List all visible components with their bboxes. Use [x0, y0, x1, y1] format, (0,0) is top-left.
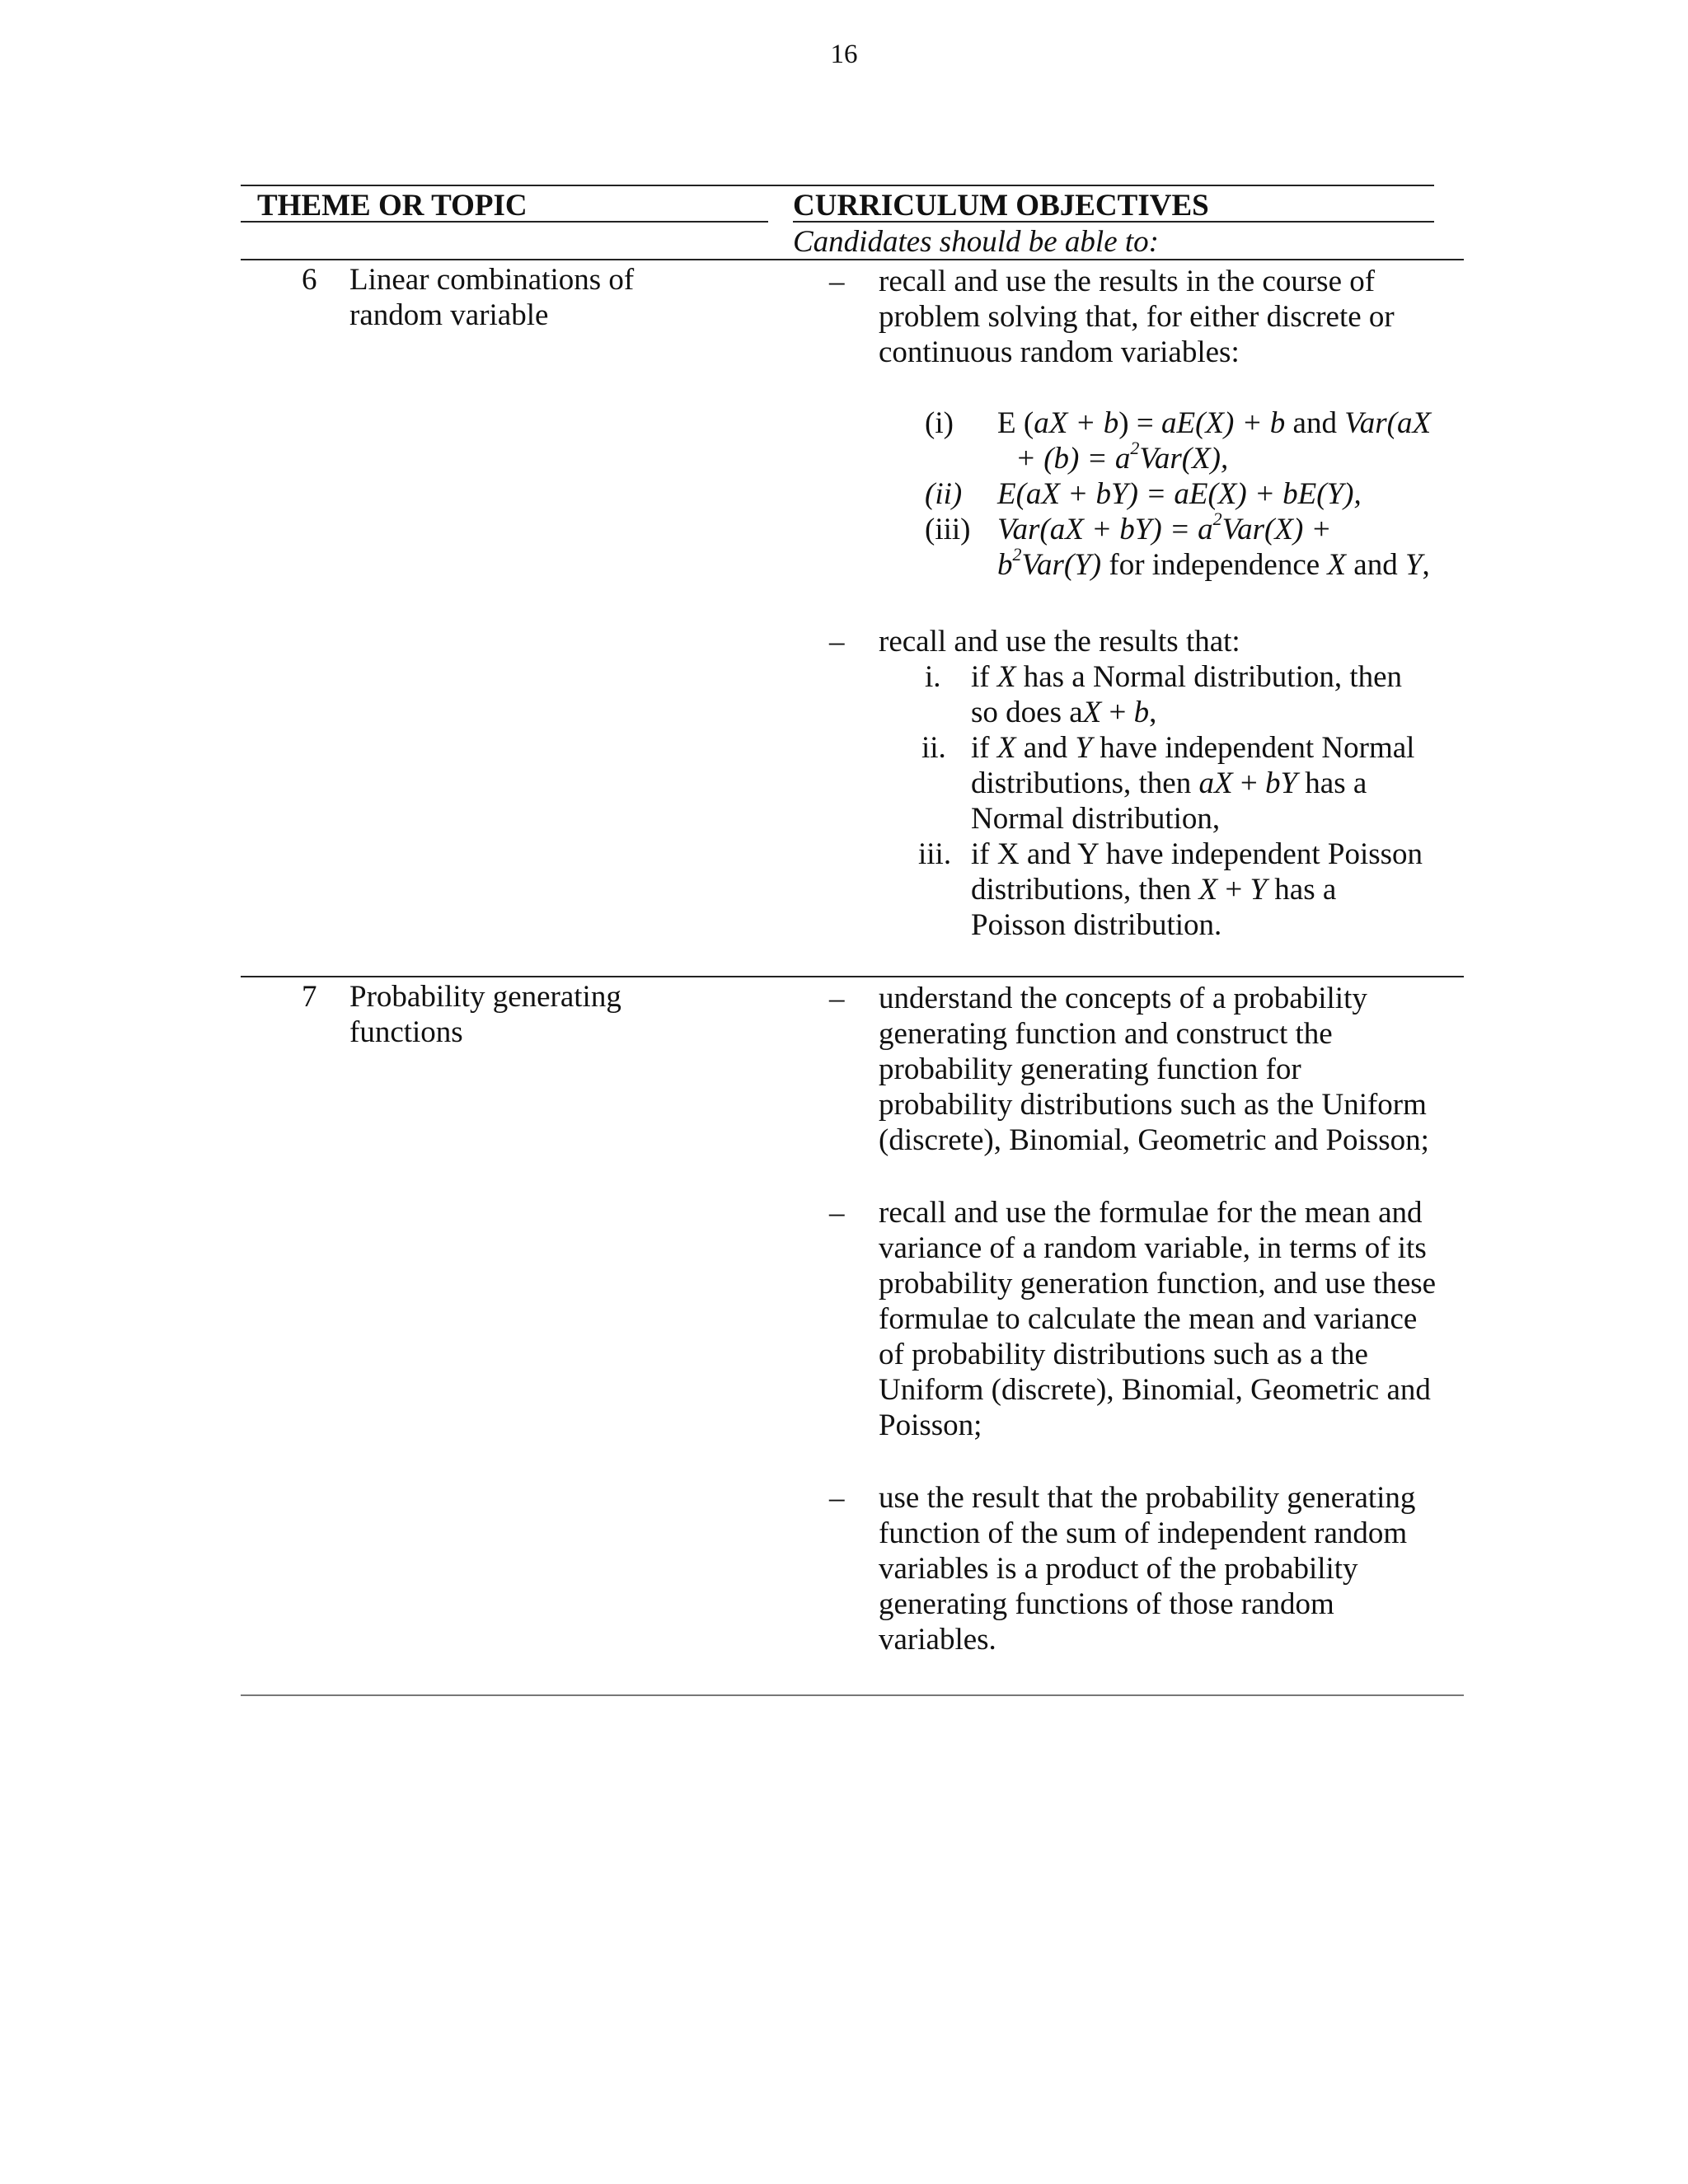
result-iii-label: iii.	[918, 837, 952, 871]
formula-1-line-2: + $(b) = a^2Var(X)$,	[1015, 437, 1229, 476]
topic-7-objective-1-line: probability distributions such as the Uniform	[879, 1088, 1427, 1122]
topic-7-objective-2	[879, 1195, 1436, 1443]
topic-7-objective-2-line: formulae to calculate the mean and variance	[879, 1302, 1418, 1336]
topic-7-objective-2-line: of probability distributions such as a the	[879, 1338, 1368, 1371]
topic-7-objective-2-line: recall and use the formulae for the mean and	[879, 1196, 1423, 1230]
formula-1-line-1: E (aX + b) = aE(X) + b and Var(aX	[997, 406, 1432, 440]
topic-6-objective-1-line: continuous random variables:	[879, 335, 1240, 369]
result-ii-line-1: if X and Y have independent Normal	[971, 731, 1415, 765]
result-i-label: i.	[925, 660, 941, 694]
topic-7-objective-3-line: variables is a product of the probability	[879, 1552, 1358, 1586]
formula-list	[925, 405, 1452, 587]
header-top-rule	[241, 185, 1434, 186]
topic-7-objective-3-line: function of the sum of independent random	[879, 1516, 1408, 1550]
topic-7-objective-1	[879, 981, 1429, 1158]
result-iii-line-2: distributions, then X + Y has a	[971, 873, 1337, 907]
topic-7-objective-3	[879, 1480, 1415, 1657]
topic-6-objective-1-line: problem solving that, for either discrete or	[879, 300, 1395, 334]
topic-6-objective-2-intro: recall and use the results that:	[879, 625, 1240, 658]
formula-2-label: (ii)	[925, 477, 963, 511]
topic-7-objective-3-line: use the result that the probability generating	[879, 1481, 1416, 1515]
topic-6-objective-1-dash: –	[829, 265, 845, 298]
formula-3-line-1: $Var(aX + bY) = a^2Var(X)$ +	[997, 508, 1332, 546]
topic-7-objective-2-dash: –	[829, 1196, 845, 1230]
theme-column-heading: THEME OR TOPIC	[257, 189, 528, 223]
formula-1-label: (i)	[925, 406, 954, 440]
topic-6-objective-2-dash: –	[829, 625, 845, 658]
formula-3-line-2: $b^2Var(Y)$ for independence X and Y,	[997, 543, 1430, 582]
topic-7-objective-1-line: (discrete), Binomial, Geometric and Poisson;	[879, 1123, 1429, 1157]
topic-7-objective-2-line: probability generation function, and use these	[879, 1267, 1437, 1301]
result-ii-label: ii.	[921, 731, 946, 765]
topic-7-objective-1-line: probability generating function for	[879, 1052, 1301, 1086]
topic-7-objective-3-line: generating functions of those random	[879, 1587, 1334, 1621]
objectives-column-heading: CURRICULUM OBJECTIVES	[793, 189, 1209, 223]
result-ii-line-3: Normal distribution,	[971, 802, 1221, 836]
topic-7-objective-2-line: variance of a random variable, in terms of its	[879, 1231, 1427, 1265]
topic-7-objective-3-dash: –	[829, 1481, 845, 1515]
topic-7-title-line-1: Probability generating	[349, 980, 621, 1014]
objectives-subheading: Candidates should be able to:	[793, 225, 1159, 259]
result-i-line-2: so does aX + b,	[971, 696, 1157, 729]
topic-7-objective-2-line: Poisson;	[879, 1408, 982, 1442]
result-i-line-1: if X has a Normal distribution, then	[971, 660, 1403, 694]
topic-7-objective-1-dash: –	[829, 982, 845, 1015]
topic-7-objective-3-line: variables.	[879, 1623, 996, 1657]
topic-separator-rule	[241, 976, 1464, 977]
topic-7-objective-1-line: understand the concepts of a probability	[879, 982, 1367, 1015]
topic-6-title-line-1: Linear combinations of	[349, 263, 635, 297]
topic-6-objective-1-line: recall and use the results in the course of	[879, 265, 1376, 298]
formula-3-label: (iii)	[925, 513, 971, 546]
result-iii-line-3: Poisson distribution.	[971, 908, 1222, 942]
page-number: 16	[830, 40, 858, 69]
formula-2: E(aX + bY) = aE(X) + bE(Y),	[997, 477, 1362, 511]
topic-6-objective-1	[879, 264, 1395, 370]
result-list	[918, 659, 1449, 948]
topic-6-number: 6	[302, 263, 317, 297]
topic-7-objective-2-line: Uniform (discrete), Binomial, Geometric and	[879, 1373, 1431, 1407]
table-bottom-rule	[241, 1694, 1464, 1696]
result-ii-line-2: distributions, then aX + bY has a	[971, 766, 1367, 800]
topic-7-title-line-2: functions	[349, 1015, 463, 1049]
topic-6-title-line-2: random variable	[349, 298, 549, 332]
topic-7-objective-1-line: generating function and construct the	[879, 1017, 1333, 1051]
result-iii-line-1: if X and Y have independent Poisson	[971, 837, 1423, 871]
topic-7-number: 7	[302, 980, 317, 1014]
